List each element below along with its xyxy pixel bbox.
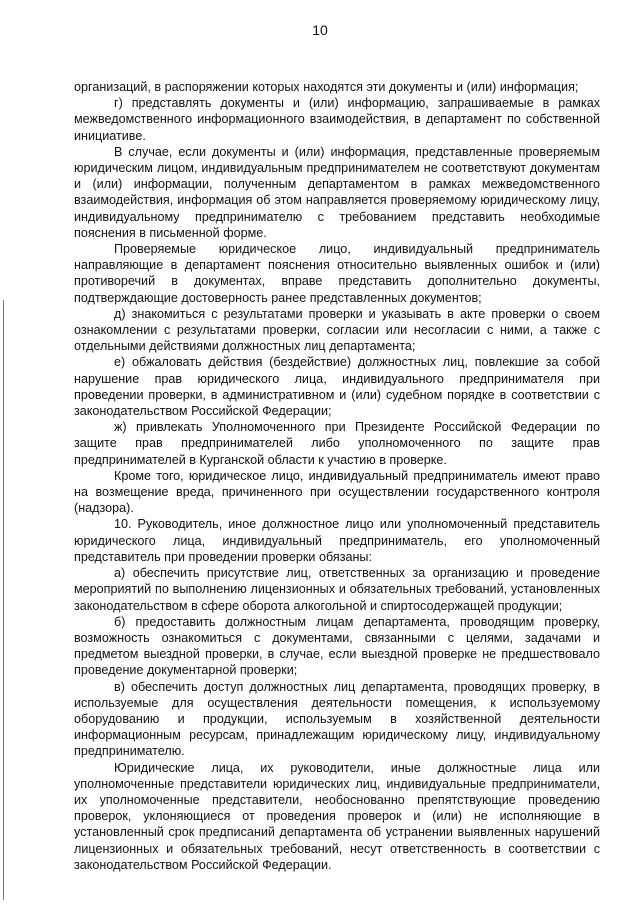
paragraph-section-10: 10. Руководитель, иное должностное лицо или уполномоченный представитель юридического лица, индивидуальный предприниматель, его уполномоченный представитель при проведении проверки обязаны: xyxy=(74,517,600,564)
paragraph-item-zh: ж) привлекать Уполномоченного при Президенте Российской Федерации по защите прав предпринимателей либо уполномоченного по защите прав предпринимателей в Курганской области к участию в проверке. xyxy=(74,420,600,467)
paragraph-mismatch-case: В случае, если документы и (или) информация, представленные проверяемым юридическим лицом, индивидуальным предпринимателем не соответствуют документам и (или) информации, полученным департаментом в рамках межведомственного взаимодействия, информация об этом направляется проверяемому юридическому лицу, индивидуальному предпринимателю с требованием представить необходимые пояснения в письменной форме. xyxy=(74,144,600,240)
page-number: 10 xyxy=(312,22,328,38)
paragraph-liability: Юридические лица, их руководители, иные должностные лица или уполномоченные представители юридических лиц, индивидуальные предприниматели, их уполномоченные представители, необоснованно препятствующие проведению проверок, уклоняющиеся от проведения проверок и (или) не исполняющие в установленный срок предписаний департамента об устранении выявленных нарушений лицензионных и обязательных требований, несут ответственность в соответствии с законодательством Российской Федерации. xyxy=(74,760,600,872)
paragraph-compensation: Кроме того, юридическое лицо, индивидуальный предприниматель имеют право на возмещение вреда, причиненного при осуществлении государственного контроля (надзора). xyxy=(74,468,600,516)
paragraph-item-d: д) знакомиться с результатами проверки и указывать в акте проверки о своем ознакомлении с результатами проверки, согласии или несогласии с ними, а также с отдельными действиями должностных лиц департамента; xyxy=(74,306,600,354)
paragraph-explanations: Проверяемые юридическое лицо, индивидуальный предприниматель направляющие в департамент пояснения относительно выявленных ошибок и (или) противоречий в документах, вправе представить дополнительно документы, подтверждающие достоверность ранее представленных документов; xyxy=(74,242,600,305)
paragraph-item-a: а) обеспечить присутствие лиц, ответственных за организацию и проведение мероприятий по выполнению лицензионных и обязательных требований, установленных законодательством в сфере оборота алкогольной и спиртосодержащей продукции; xyxy=(74,566,600,613)
document-body xyxy=(74,79,600,873)
paragraph-item-g: г) представлять документы и (или) информацию, запрашиваемые в рамках межведомственного информационного взаимодействия, в департамент по собственной инициативе. xyxy=(74,96,600,143)
paragraph-item-b: б) предоставить должностным лицам департамента, проводящим проверку, возможность ознакомиться с документами, связанными с целями, задачами и предметом выездной проверки, в случае, если выездной проверке не предшествовало проведение документарной проверки; xyxy=(74,614,600,678)
paragraph-item-e: е) обжаловать действия (бездействие) должностных лиц, повлекшие за собой нарушение прав юридического лица, индивидуального предпринимателя при проведении проверки, в административном и (или) судебном порядке в соответствии с законодательством Российской Федерации; xyxy=(74,355,600,419)
scan-edge-line xyxy=(3,300,4,900)
paragraph-item-v: в) обеспечить доступ должностных лиц департамента, проводящих проверку, в используемые для осуществления деятельности помещения, к используемому оборудованию и продукции, используемым в хозяйственной деятельности информационным ресурсам, принадлежащим юридическому лицу, индивидуальному предпринимателю. xyxy=(74,679,600,759)
paragraph-continuation: организаций, в распоряжении которых находятся эти документы и (или) информация; xyxy=(74,80,579,94)
